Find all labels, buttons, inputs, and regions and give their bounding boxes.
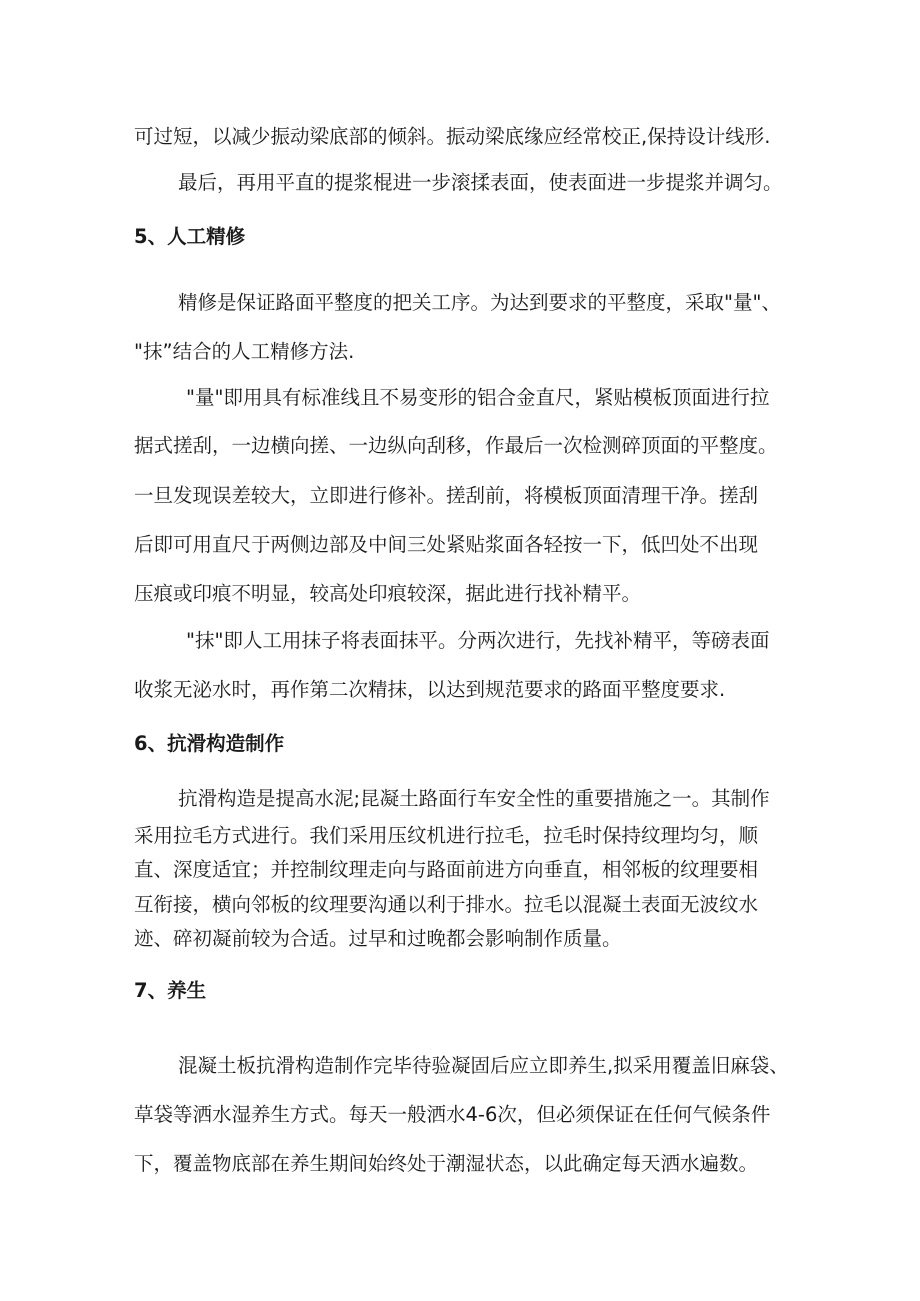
paragraph-line: 混凝土板抗滑构造制作完毕待验凝固后应立即养生,拟采用覆盖旧麻袋、 xyxy=(178,1054,789,1077)
paragraph-line: 压痕或印痕不明显，较高处印痕较深，据此进行找补精平。 xyxy=(134,582,642,605)
paragraph-line: 直、深度适宜；并控制纹理走向与路面前进方向垂直，相邻板的纹理要相 xyxy=(134,858,759,881)
paragraph-line: 下，覆盖物底部在养生期间始终处于潮湿状态，以此确定每天洒水遍数。 xyxy=(134,1152,759,1175)
paragraph-line: 后即可用直尺于两侧边部及中间三处紧贴浆面各轻按一下，低凹处不出现 xyxy=(134,533,759,556)
paragraph-line: 采用拉毛方式进行。我们采用压纹机进行拉毛，拉毛时保持纹理均匀，顺 xyxy=(134,824,759,847)
paragraph-line: 最后，再用平直的提浆棍进一步滚揉表面，使表面进一步提浆并调匀。 xyxy=(178,171,783,194)
section-heading-7: 7、养生 xyxy=(134,979,207,1002)
paragraph-line: 精修是保证路面平整度的把关工序。为达到要求的平整度，采取"量"、 xyxy=(178,291,781,314)
paragraph-line: 可过短，以减少振动梁底部的倾斜。振动梁底缘应经常校正,保持设计线形. xyxy=(134,125,771,148)
paragraph-line: "抹”结合的人工精修方法. xyxy=(134,340,355,363)
paragraph-line: "抹"即人工用抹子将表面抹平。分两次进行，先找补精平，等磅表面 xyxy=(186,629,770,652)
paragraph-line: 互衔接，横向邻板的纹理要沟通以利于排水。拉毛以混凝土表面无波纹水 xyxy=(134,893,759,916)
paragraph-line: 收浆无泌水时，再作第二次精抹，以达到规范要求的路面平整度要求. xyxy=(134,678,726,701)
paragraph-line: 迹、碎初凝前较为合适。过早和过晚都会影响制作质量。 xyxy=(134,927,622,950)
paragraph-line: "量"即用具有标准线且不易变形的铝合金直尺，紧贴模板顶面进行拉 xyxy=(186,386,770,409)
paragraph-line: 抗滑构造是提高水泥;昆凝土路面行车安全性的重要措施之一。其制作 xyxy=(178,787,770,810)
paragraph-line: 据式搓刮，一边横向搓、一边纵向刮移，作最后一次检测碎顶面的平整度。 xyxy=(134,434,778,457)
section-heading-6: 6、抗滑构造制作 xyxy=(134,732,285,755)
paragraph-line: 一旦发现误差较大，立即进行修补。搓刮前，将模板顶面清理干净。搓刮 xyxy=(134,484,759,507)
paragraph-line: 草袋等洒水湿养生方式。每天一般洒水4-6次，但必须保证在任何气候条件 xyxy=(134,1103,771,1126)
section-heading-5: 5、人工精修 xyxy=(134,225,246,248)
